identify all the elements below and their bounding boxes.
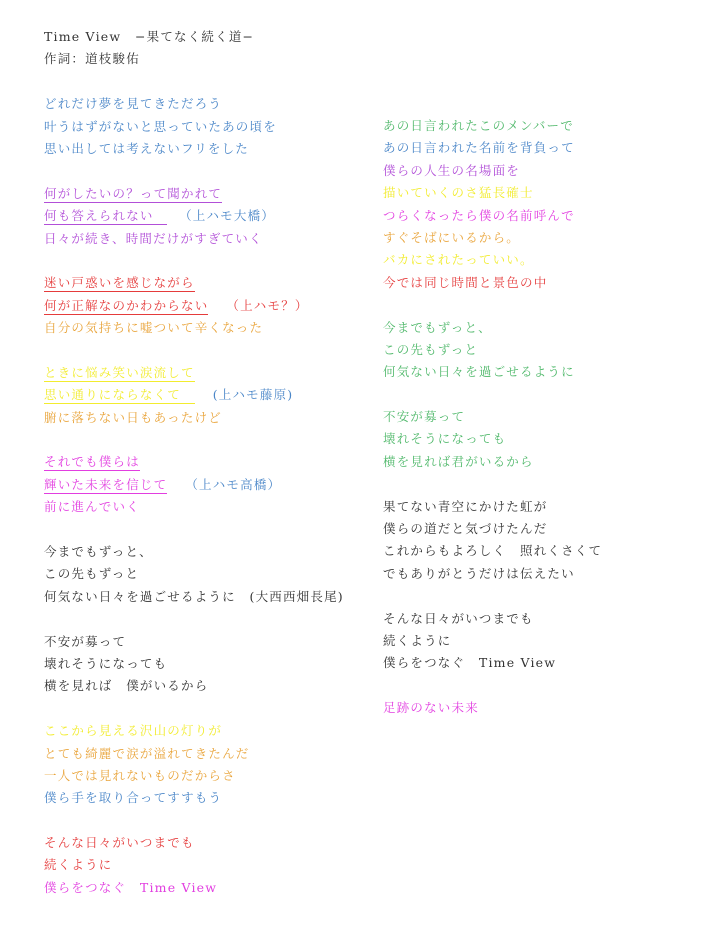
lyric-text: 不安が募って [44,633,127,649]
lyric-text: とても綺麗で涙が溢れてきたんだ [44,745,250,761]
left-lyric-line [44,653,344,675]
right-lyric-line [383,115,602,137]
left-lyric-line [44,407,344,429]
stanza-break [44,339,344,361]
lyric-text: ときに悩み笑い涙流して [44,364,195,380]
left-lyric-line [44,832,344,854]
lyric-text: Time View −果てなく続く道− [44,29,255,44]
harmony-note: （上ハモ？） [226,297,309,313]
lyric-text: 足跡のない未来 [383,700,479,716]
lyric-text: つらくなったら僕の名前呼んで [383,207,575,223]
lyric-text: 今までもずっと、 [383,319,492,335]
left-lyric-line [44,787,344,809]
left-lyric-line [44,138,344,160]
stanza-break [44,250,344,272]
right-lyric-line [383,540,602,562]
stanza-break [383,384,602,406]
lyric-text: 続くように [44,857,113,873]
stanza-break [383,473,602,495]
stanza-break [383,294,602,316]
lyric-text: そんな日々がいつまでも [44,835,195,851]
left-lyric-line [44,93,344,115]
lyric-text: 続くように [383,632,452,648]
right-lyric-line [383,272,602,294]
lyric-text: これからもよろしく 照れくさくて [383,543,603,559]
left-lyric-line [44,496,344,518]
lyric-text: 壊れそうになっても [383,431,507,447]
stanza-break [44,810,344,832]
stanza-break [383,585,602,607]
lyric-text: 思い通りにならなくて [44,387,195,403]
lyric-text: 腑に落ちない日もあったけど [44,409,222,425]
lyric-text: 横を見れば君がいるから [383,453,534,469]
lyric-text: 何気ない日々を過ごせるように (大西西畑長尾) [44,588,344,604]
left-lyric-line [44,26,344,48]
harmony-note: （上ハモ高橋） [185,476,282,492]
lyric-text: ここから見える沢山の灯りが [44,723,223,739]
stanza-break [44,608,344,630]
left-lyric-line [44,563,344,585]
stanza-break [44,160,344,182]
lyric-text: 何が正解なのかわからない [44,297,209,313]
left-lyric-line [44,474,344,496]
left-lyric-line [44,854,344,876]
right-lyric-line [383,630,602,652]
right-lyric-line [383,518,602,540]
left-lyric-line [44,586,344,608]
left-lyric-line [44,675,344,697]
lyric-text: 僕らの道だと気づけたんだ [383,521,548,537]
left-lyric-line [44,295,344,317]
lyric-text: 横を見れば 僕がいるから [44,678,209,694]
left-lyric-line [44,541,344,563]
lyric-text: 迷い戸惑いを感じながら [44,275,195,291]
left-lyric-line [44,362,344,384]
lyric-text: 壊れそうになっても [44,655,168,671]
lyric-text: 不安が募って [383,409,466,425]
right-lyric-line [383,227,602,249]
lyric-text: それでも僕らは [44,454,140,470]
stanza-break [383,675,602,697]
lyric-text: そんな日々がいつまでも [383,610,534,626]
lyric-text: 前に進んでいく [44,499,140,515]
lyric-text: 何がしたいの？って聞かれて [44,185,223,201]
right-lyric-line [383,205,602,227]
right-lyric-line [383,608,602,630]
lyric-text: 叶うはずがないと思っていたあの頃を [44,118,277,134]
right-lyric-line [383,406,602,428]
lyric-text: 何気ない日々を過ごせるように [383,364,575,380]
left-lyric-line [44,317,344,339]
left-lyric-line [44,631,344,653]
lyric-text: 思い出しては考えないフリをした [44,140,250,156]
lyric-text: どれだけ夢を見てきただろう [44,96,223,112]
right-lyric-line [383,563,602,585]
lyric-text: 作詞：道枝駿佑 [44,51,140,67]
stanza-break [44,519,344,541]
right-lyric-line [383,697,602,719]
right-lyric-line [383,361,602,383]
right-lyric-line [383,652,602,674]
left-lyric-line [44,877,344,899]
right-lyric-line [383,317,602,339]
lyric-text: バカにされたっていい。 [383,252,534,268]
lyric-text: でもありがとうだけは伝えたい [383,565,575,581]
left-lyric-line [44,720,344,742]
left-lyric-line [44,183,344,205]
left-lyric-line [44,272,344,294]
lyric-text: 僕ら手を取り合ってすすもう [44,790,223,806]
harmony-note: （上ハモ大橋） [185,208,275,224]
right-lyrics-column [383,115,602,720]
left-lyric-line [44,228,344,250]
lyric-text: すぐそばにいるから。 [383,229,521,245]
lyric-text: 一人では見れないものだからさ [44,767,236,783]
lyric-text: あの日言われたこのメンバーで [383,118,574,133]
right-lyric-line [383,182,602,204]
lyric-text: 僕らをつなぐ Time View [383,655,557,671]
right-lyric-line [383,137,602,159]
left-lyric-line [44,48,344,70]
right-lyric-line [383,160,602,182]
lyric-text: この先もずっと [44,566,140,582]
lyric-text: 僕らの人生の名場面を [383,162,521,178]
lyric-text: 今では同じ時間と景色の中 [383,274,548,290]
right-lyric-line [383,451,602,473]
right-lyric-line [383,496,602,518]
left-lyric-line [44,765,344,787]
stanza-break [44,698,344,720]
left-lyric-line [44,384,344,406]
left-lyric-line [44,451,344,473]
lyric-text: 何も答えられない [44,208,168,224]
lyric-text: 輝いた未来を信じて [44,476,168,492]
lyric-text: 自分の気持ちに嘘ついて辛くなった [44,320,264,336]
lyric-text: 果てない青空にかけた虹が [383,498,548,514]
left-lyric-line [44,205,344,227]
stanza-break [44,71,344,93]
harmony-note: (上ハモ藤原) [212,387,294,403]
right-lyric-line [383,428,602,450]
lyric-text: 描いていくのさ猛長確士 [383,185,534,201]
lyric-text: この先もずっと [383,341,479,357]
left-lyric-line [44,116,344,138]
lyric-text: 今までもずっと、 [44,543,153,559]
left-lyrics-column [44,26,344,899]
lyric-text: あの日言われた名前を背負って [383,140,575,156]
right-lyric-line [383,339,602,361]
stanza-break [44,429,344,451]
right-lyric-line [383,249,602,271]
lyric-text: 僕らをつなぐ Time View [44,879,218,895]
left-lyric-line [44,743,344,765]
lyric-text: 日々が続き、時間だけがすぎていく [44,230,263,246]
